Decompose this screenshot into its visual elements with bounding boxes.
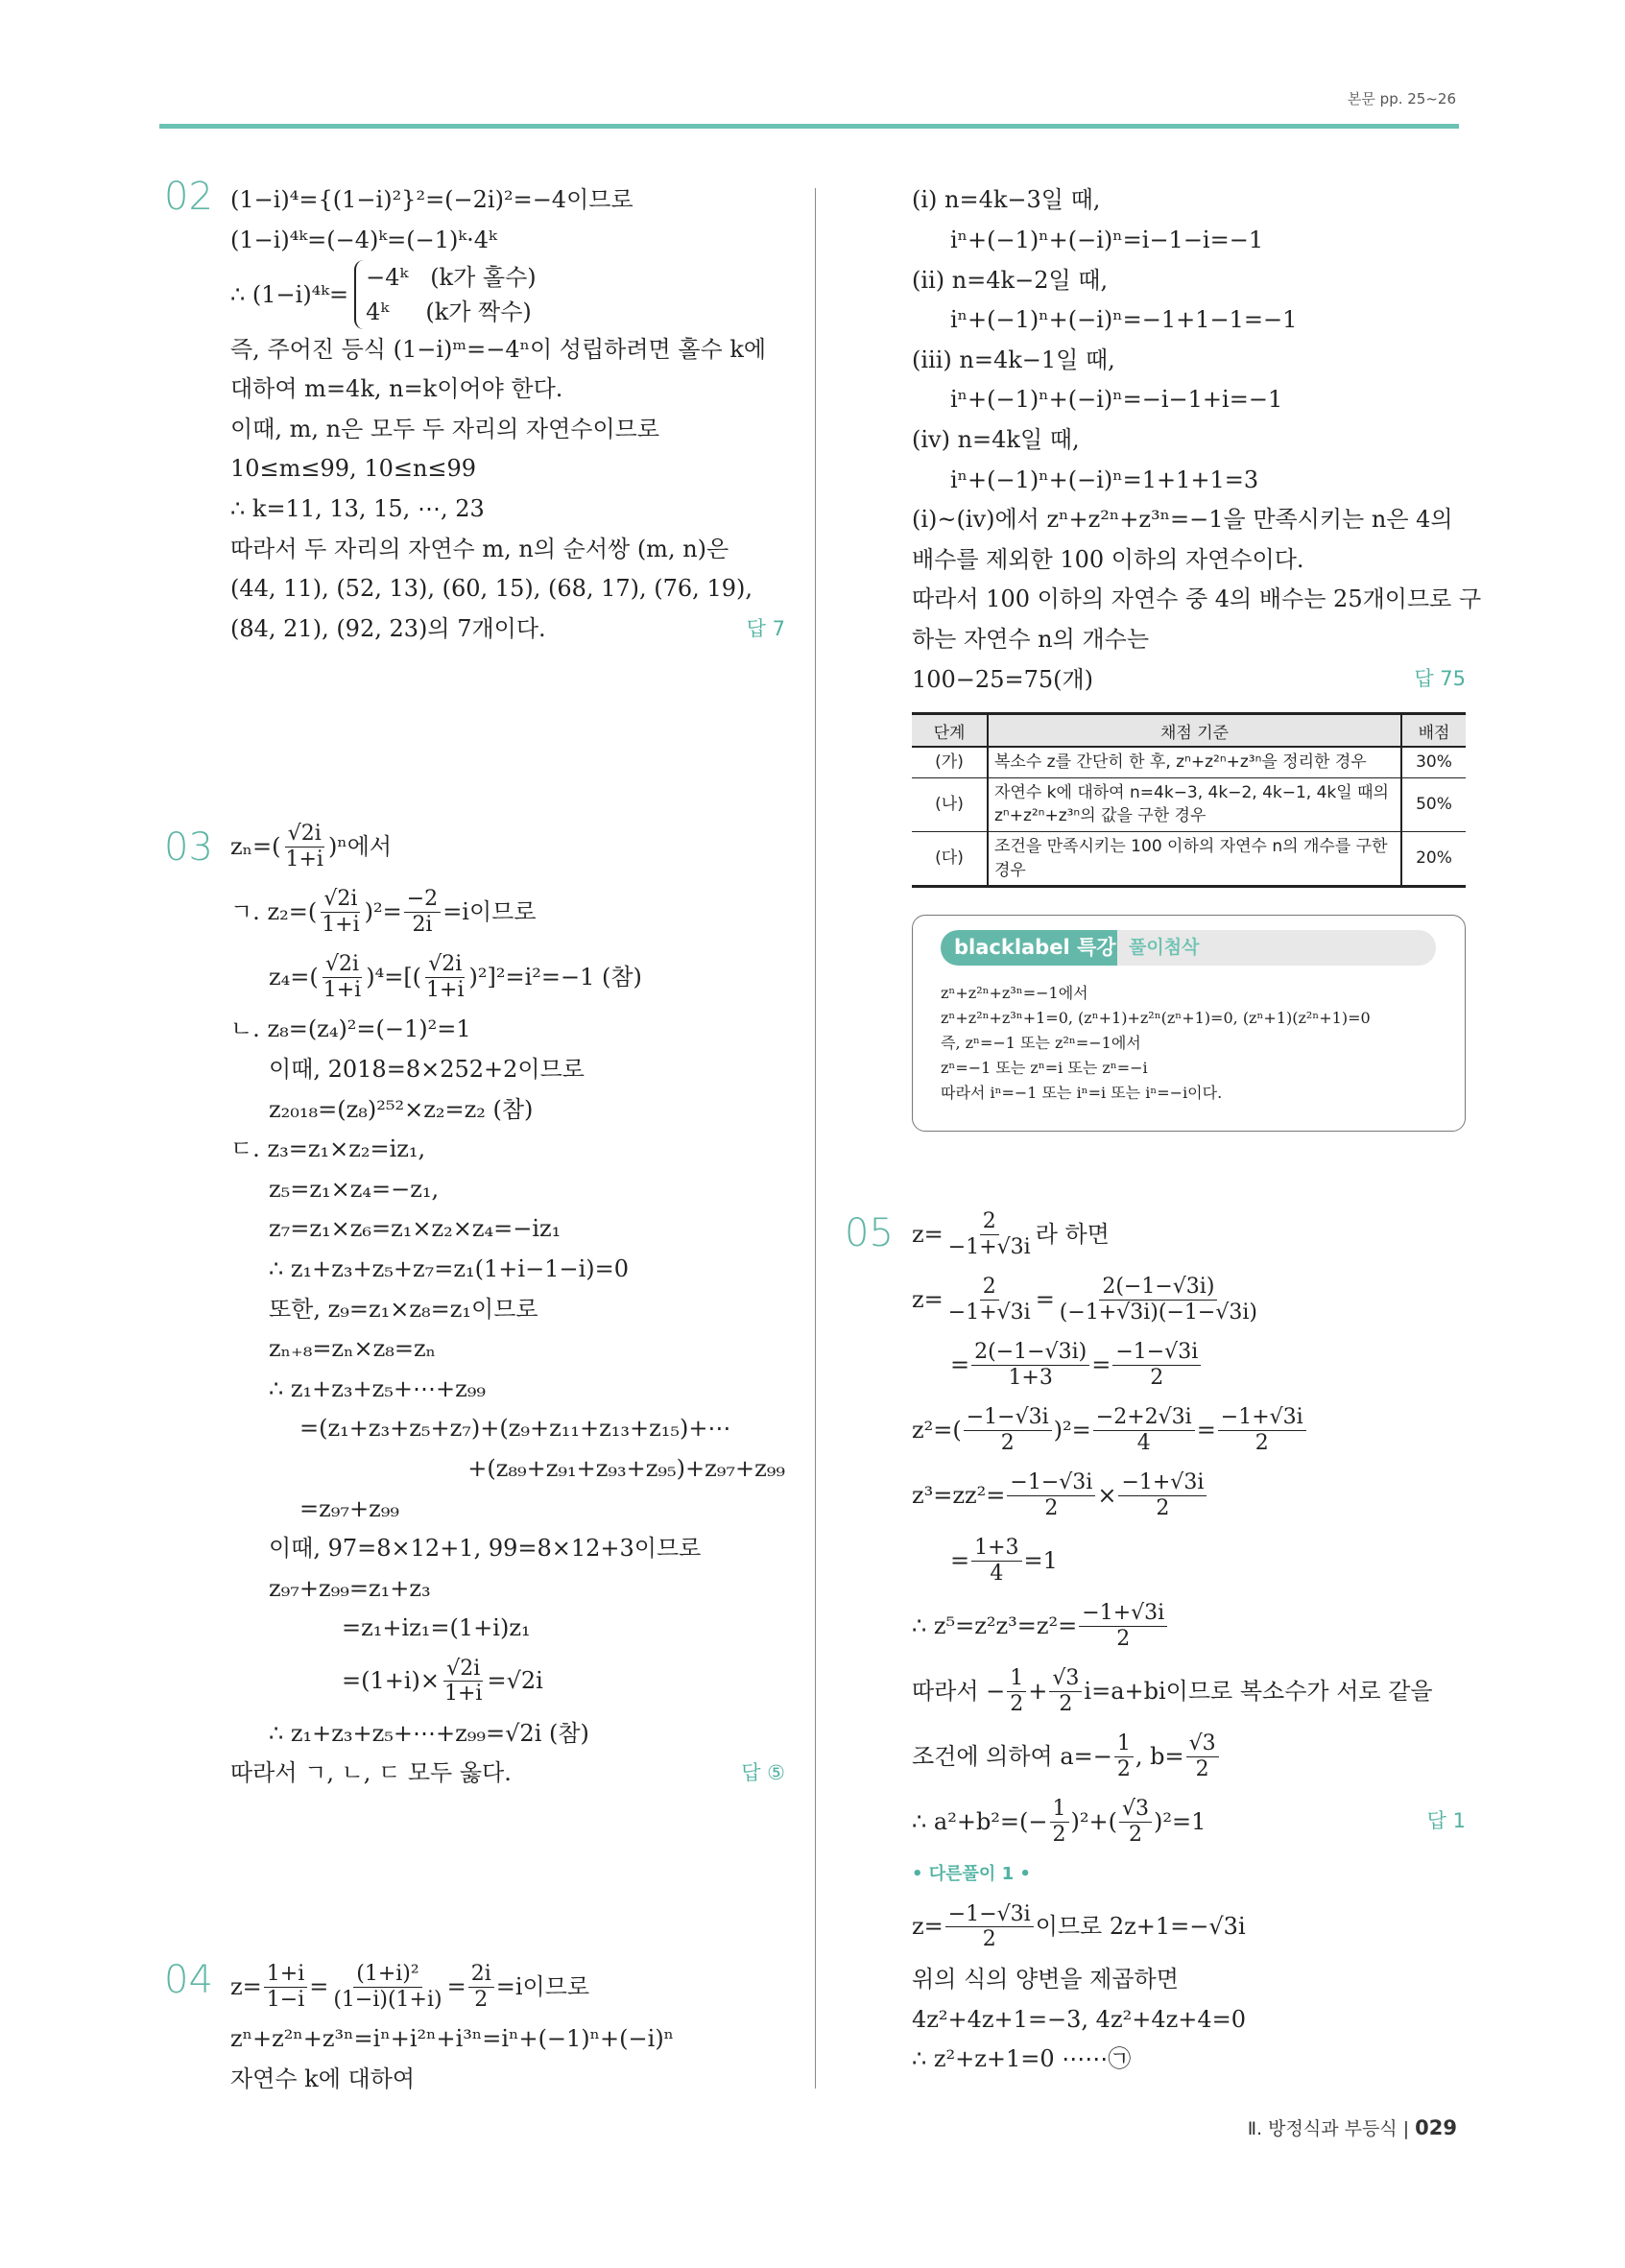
math-text: =z₁+iz₁=(1+i)z₁ [342, 1614, 531, 1642]
table-row [912, 831, 1466, 886]
numerator: √3 [1049, 1666, 1082, 1691]
fraction [442, 1657, 485, 1707]
fraction [468, 1962, 494, 2012]
math-text: 자연수 k에 대하여 [230, 2065, 416, 2092]
footer-separator: | [1402, 2118, 1410, 2139]
step: (다) [912, 831, 988, 886]
answer-label: 답 7 [746, 616, 785, 640]
math-line [912, 221, 1466, 261]
math-line [912, 1397, 1466, 1463]
math-line [230, 1954, 785, 2019]
math-line [230, 1649, 785, 1714]
math-line [230, 260, 785, 329]
math-line [912, 1895, 1466, 1960]
fraction [1118, 1470, 1207, 1520]
math-text: z₄=( [269, 963, 319, 991]
math-line [230, 814, 785, 879]
criterion: 조건을 만족시키는 100 이하의 자연수 n의 개수를 구한 경우 [988, 831, 1401, 886]
math-line [230, 1089, 785, 1130]
blacklabel-line: 따라서 iⁿ=−1 또는 iⁿ=i 또는 iⁿ=−i이다. [941, 1084, 1223, 1102]
math-line [912, 620, 1466, 660]
math-line [912, 1528, 1466, 1593]
math-text: 따라서 100 이하의 자연수 중 4의 배수는 25개이므로 구 [912, 585, 1482, 613]
math-text: (ⅳ) n=4k일 때, [912, 425, 1080, 453]
denominator: 2i [412, 912, 433, 937]
math-text: zⁿ+z²ⁿ+z³ⁿ=iⁿ+i²ⁿ+i³ⁿ=iⁿ+(−1)ⁿ+(−i)ⁿ [230, 2025, 675, 2053]
denominator: 2 [1156, 1495, 1170, 1520]
math-line [912, 460, 1466, 500]
column-divider [815, 188, 816, 2089]
alt-solution-label [912, 1854, 1466, 1895]
blacklabel-line: 즉, zⁿ=−1 또는 z²ⁿ=−1에서 [941, 1034, 1141, 1052]
math-line [912, 1202, 1466, 1267]
numerator: −1−√3i [945, 1902, 1034, 1927]
math-text: zₙ₊₈=zₙ×z₈=zₙ [269, 1335, 436, 1363]
denominator: 2 [982, 1927, 996, 1952]
denominator: 2 [1195, 1756, 1209, 1781]
numerator: √2i [321, 887, 360, 912]
math-text: z= [912, 1913, 944, 1941]
numerator: 1 [1050, 1797, 1069, 1822]
fraction [945, 1275, 1034, 1325]
math-text: )²+( [1070, 1807, 1117, 1835]
fraction [1186, 1731, 1219, 1781]
math-line [230, 2060, 785, 2100]
math-text: (84, 21), (92, 23)의 7개이다. [230, 614, 546, 642]
math-text: )ⁿ에서 [327, 832, 393, 860]
math-line [912, 180, 1466, 221]
numerator: 2(−1−√3i) [1099, 1275, 1217, 1300]
fraction [1093, 1405, 1195, 1455]
math-text: = [950, 1546, 970, 1574]
answer-label: 답 75 [1414, 667, 1466, 691]
math-text: (1−i)⁴={(1−i)²}²=(−2i)²=−4이므로 [230, 186, 633, 214]
solution-04 [230, 1954, 785, 2099]
math-line [230, 1529, 785, 1569]
denominator: 1−i [266, 1987, 305, 2012]
math-line [230, 409, 785, 449]
denominator: 4 [1136, 1430, 1151, 1455]
math-text: 배수를 제외한 100 이하의 자연수이다. [912, 545, 1304, 573]
math-text: ㄱ. z₂=( [230, 897, 318, 925]
denominator: (1−i)(1+i) [333, 1987, 442, 2012]
fraction [945, 1209, 1034, 1259]
piecewise-cases [354, 260, 536, 329]
numerator: √3 [1119, 1797, 1152, 1822]
answer-label: 답 1 [1426, 1809, 1466, 1833]
math-line [230, 1489, 785, 1529]
fraction [1112, 1340, 1201, 1390]
table-row [912, 747, 1466, 777]
math-text: zₙ=( [230, 832, 281, 860]
math-text: 4z²+4z+1=−3, 4z²+4z+4=0 [912, 2005, 1246, 2033]
numerator: −1+√3i [1218, 1405, 1306, 1430]
points: 30% [1401, 747, 1466, 777]
math-line [230, 1250, 785, 1290]
math-text: 조건에 의하여 a=− [912, 1742, 1112, 1770]
math-text: (1−i)⁴ᵏ=(−4)ᵏ=(−1)ᵏ·4ᵏ [230, 226, 497, 253]
numerator: 2i [468, 1962, 494, 1987]
math-line [230, 569, 785, 609]
math-line [230, 944, 785, 1010]
points: 50% [1401, 777, 1466, 831]
criterion: 자연수 k에 대하여 n=4k−3, 4k−2, 4k−1, 4k일 때의 zⁿ+z²ⁿ+z³ⁿ의 값을 구한 경우 [988, 777, 1401, 831]
math-line [912, 1659, 1466, 1724]
math-text: )⁴=[( [366, 963, 422, 991]
denominator: 1+i [444, 1682, 483, 1706]
fraction [1007, 1470, 1095, 1520]
math-text: iⁿ+(−1)ⁿ+(−i)ⁿ=−1+1−1=−1 [950, 306, 1298, 334]
numerator: √2i [425, 952, 465, 977]
fraction [971, 1340, 1089, 1390]
math-text: =√2i [487, 1667, 543, 1695]
math-text: (ⅰ) n=4k−3일 때, [912, 186, 1101, 214]
denominator: 2 [1010, 1691, 1024, 1716]
scoring-table [912, 712, 1466, 888]
math-text: 이때, 2018=8×252+2이므로 [269, 1055, 585, 1083]
denominator: 1+i [426, 977, 465, 1002]
solution-04-continued [912, 180, 1482, 700]
fraction [1007, 1666, 1026, 1716]
numerator: −1+√3i [1079, 1601, 1167, 1626]
table-row [912, 777, 1466, 831]
math-text: ㄷ. z₃=z₁×z₂=iz₁, [230, 1135, 426, 1163]
numerator: −1−√3i [964, 1405, 1052, 1430]
math-text: = [1091, 1350, 1111, 1378]
denominator: 4 [990, 1561, 1004, 1586]
denominator: 2 [1116, 1626, 1131, 1651]
denominator: 1+i [322, 912, 360, 937]
numerator: −1−√3i [1007, 1470, 1095, 1495]
math-line [230, 1449, 785, 1490]
solution-02 [230, 180, 785, 649]
math-text: z₉₇+z₉₉=z₁+z₃ [269, 1574, 431, 1602]
blacklabel-line: zⁿ=−1 또는 zⁿ=i 또는 zⁿ=−i [941, 1059, 1148, 1077]
denominator: 1+3 [1008, 1365, 1053, 1390]
math-text: 이때, m, n은 모두 두 자리의 자연수이므로 [230, 415, 660, 442]
denominator: 2 [1044, 1495, 1059, 1520]
math-text: 이므로 2z+1=−√3i [1035, 1913, 1246, 1941]
blacklabel-tag-bar [941, 930, 1436, 966]
denominator: 2 [1000, 1430, 1015, 1455]
numerator: 2 [980, 1209, 999, 1234]
numerator: √2i [443, 1657, 483, 1682]
chapter-title: Ⅱ. 방정식과 부등식 [1247, 2118, 1398, 2139]
math-text: z= [230, 1972, 262, 2000]
math-line [230, 1050, 785, 1090]
math-text: = [446, 1972, 466, 2000]
page-footer [1248, 2114, 1457, 2140]
denominator: 2 [1128, 1822, 1142, 1847]
numerator: 1 [1114, 1731, 1134, 1756]
math-text: =1 [1023, 1546, 1058, 1574]
math-text: z₇=z₁×z₆=z₁×z₂×z₄=−iz₁ [269, 1215, 562, 1243]
math-text: )²=1 [1154, 1807, 1207, 1835]
fraction [423, 952, 466, 1002]
math-text: (ⅰ)~(ⅳ)에서 zⁿ+z²ⁿ+z³ⁿ=−1을 만족시키는 n은 4의 [912, 506, 1453, 534]
math-line [912, 1960, 1466, 2000]
denominator: 2 [1150, 1365, 1164, 1390]
math-line [912, 420, 1466, 461]
math-text: 즉, 주어진 등식 (1−i)ᵐ=−4ⁿ이 성립하려면 홀수 k에 [230, 335, 767, 363]
math-text: z= [912, 1220, 944, 1248]
math-line [230, 449, 785, 489]
math-text: 따라서 − [912, 1677, 1006, 1705]
fraction [1049, 1666, 1082, 1716]
math-text: ∴ z⁵=z²z³=z²= [912, 1611, 1078, 1639]
math-line [230, 2019, 785, 2060]
fraction [1050, 1797, 1069, 1847]
math-line [912, 380, 1466, 420]
math-text: )²= [364, 897, 402, 925]
math-line [912, 2040, 1466, 2080]
math-line [230, 1369, 785, 1409]
blacklabel-line: zⁿ+z²ⁿ+z³ⁿ+1=0, (zⁿ+1)+z²ⁿ(zⁿ+1)=0, (zⁿ+1)(z²ⁿ+1)=0 [941, 1009, 1371, 1027]
math-text: × [1097, 1481, 1117, 1509]
solution-03 [230, 814, 785, 1794]
math-text: , b= [1135, 1742, 1184, 1770]
math-line [230, 1329, 785, 1370]
math-text: z²=( [912, 1416, 962, 1444]
math-text: iⁿ+(−1)ⁿ+(−i)ⁿ=i−1−i=−1 [950, 226, 1264, 253]
math-line [230, 1010, 785, 1050]
math-text: • 다른풀이 1 • [912, 1864, 1031, 1884]
math-text: 따라서 두 자리의 자연수 m, n의 순서쌍 (m, n)은 [230, 535, 729, 562]
math-line [912, 260, 1466, 300]
math-text: (44, 11), (52, 13), (60, 15), (68, 17), (76, 19), [230, 575, 753, 603]
numerator: −1−√3i [1112, 1340, 1201, 1365]
problem-number-03: 03 [164, 825, 213, 870]
fraction [945, 1902, 1034, 1952]
math-text: 또한, z₉=z₁×z₈=z₁이므로 [269, 1295, 538, 1323]
denominator: 2 [474, 1987, 489, 2012]
math-text: =(1+i)× [342, 1667, 440, 1695]
fraction [1057, 1275, 1260, 1325]
math-text: z= [912, 1285, 944, 1313]
denominator: 2 [1059, 1691, 1073, 1716]
blacklabel-tab: 풀이첨삭 [1129, 937, 1200, 958]
math-line [912, 340, 1466, 380]
numerator: −1+√3i [1118, 1470, 1207, 1495]
fraction [1079, 1601, 1167, 1651]
fraction [971, 1536, 1021, 1586]
math-line [230, 1609, 785, 1649]
problem-number-02: 02 [164, 175, 213, 219]
page-number: 029 [1415, 2116, 1457, 2139]
math-line [230, 370, 785, 410]
math-text: 라 하면 [1035, 1220, 1110, 1248]
math-text: 10≤m≤99, 10≤n≤99 [230, 455, 477, 483]
math-text: iⁿ+(−1)ⁿ+(−i)ⁿ=1+1+1=3 [950, 466, 1259, 493]
fraction [1218, 1405, 1306, 1455]
math-text: =i이므로 [495, 1972, 590, 2000]
math-line [230, 180, 785, 221]
numerator: 1 [1007, 1666, 1026, 1691]
math-text: ∴ z₁+z₃+z₅+⋯+z₉₉=√2i (참) [269, 1719, 589, 1747]
fraction [319, 887, 362, 937]
header-criterion: 채점 기준 [988, 714, 1401, 748]
math-line [230, 1754, 785, 1794]
math-line [230, 609, 785, 649]
math-text: z³=zz²= [912, 1481, 1006, 1509]
math-text: iⁿ+(−1)ⁿ+(−i)ⁿ=−i−1+i=−1 [950, 386, 1283, 414]
numerator: √2i [323, 952, 362, 977]
fraction [1119, 1797, 1152, 1847]
math-text: =(z₁+z₃+z₅+z₇)+(z₉+z₁₁+z₁₃+z₁₅)+⋯ [299, 1415, 731, 1443]
math-text: ㄴ. z₈=(z₄)²=(−1)²=1 [230, 1015, 471, 1043]
math-line [230, 879, 785, 944]
math-line [912, 659, 1466, 700]
math-line [912, 500, 1466, 540]
problem-number-04: 04 [164, 1958, 213, 2002]
numerator: 1+3 [971, 1536, 1021, 1561]
math-line [912, 1999, 1466, 2040]
math-line [912, 539, 1466, 580]
fraction [964, 1405, 1052, 1455]
math-text: z₅=z₁×z₄=−z₁, [269, 1175, 440, 1203]
fraction [321, 952, 364, 1002]
math-text: (ⅱ) n=4k−2일 때, [912, 266, 1109, 294]
math-line [912, 1593, 1466, 1659]
math-text: =i이므로 [442, 897, 537, 925]
math-line [912, 1724, 1466, 1789]
math-text: (ⅲ) n=4k−1일 때, [912, 346, 1115, 373]
denominator: 1+i [285, 847, 323, 871]
fraction [404, 887, 441, 937]
header-rule [159, 124, 1459, 129]
math-text: = [1035, 1285, 1055, 1313]
case-line: 4ᵏ (k가 짝수) [366, 298, 532, 326]
math-text: + [1028, 1677, 1048, 1705]
denominator: 1+i [323, 977, 362, 1002]
math-text: ∴ z₁+z₃+z₅+z₇=z₁(1+i−1−i)=0 [269, 1254, 629, 1282]
numerator: 2(−1−√3i) [971, 1340, 1089, 1365]
math-text: = [950, 1350, 970, 1378]
math-line [230, 1289, 785, 1329]
math-line [230, 221, 785, 261]
fraction [330, 1962, 444, 2012]
math-line [912, 1789, 1466, 1854]
denominator: −1+√3i [947, 1300, 1031, 1325]
math-text: )²= [1053, 1416, 1091, 1444]
math-line [230, 1568, 785, 1609]
math-text: 이때, 97=8×12+1, 99=8×12+3이므로 [269, 1535, 702, 1563]
problem-number-05: 05 [845, 1211, 894, 1255]
math-text: = [1196, 1416, 1216, 1444]
math-text: = [309, 1972, 329, 2000]
numerator: √3 [1186, 1731, 1219, 1756]
header-step: 단계 [912, 714, 988, 748]
denominator: 2 [1052, 1822, 1066, 1847]
numerator: 2 [980, 1275, 999, 1300]
header-points: 배점 [1401, 714, 1466, 748]
answer-label: 답 ⑤ [741, 1761, 785, 1785]
math-line [230, 1130, 785, 1170]
math-line [912, 580, 1482, 620]
page-reference: 본문 pp. 25~26 [1347, 90, 1456, 107]
blacklabel-line: zⁿ+z²ⁿ+z³ⁿ=−1에서 [941, 984, 1088, 1002]
math-line [230, 489, 785, 530]
case-line: −4ᵏ (k가 홀수) [366, 264, 537, 292]
math-text: 하는 자연수 n의 개수는 [912, 625, 1149, 653]
math-text: ∴ a²+b²=(− [912, 1807, 1048, 1835]
math-text: +(z₈₉+z₉₁+z₉₃+z₉₅)+z₉₇+z₉₉ [467, 1454, 785, 1482]
math-text: 대하여 m=4k, n=k이어야 한다. [230, 375, 563, 403]
math-text: z₂₀₁₈=(z₈)²⁵²×z₂=z₂ (참) [269, 1095, 534, 1123]
blacklabel-content [941, 981, 1371, 1106]
math-text: 따라서 ㄱ, ㄴ, ㄷ 모두 옳다. [230, 1759, 512, 1787]
fraction [264, 1962, 307, 2012]
points: 20% [1401, 831, 1466, 886]
math-text: ∴ (1−i)⁴ᵏ= [230, 280, 349, 308]
denominator: −1+√3i [947, 1234, 1031, 1259]
step: (가) [912, 747, 988, 777]
math-text: ∴ z₁+z₃+z₅+⋯+z₉₉ [269, 1374, 487, 1402]
math-text: =z₉₇+z₉₉ [299, 1494, 399, 1522]
criterion: 복소수 z를 간단히 한 후, zⁿ+z²ⁿ+z³ⁿ을 정리한 경우 [988, 747, 1401, 777]
numerator: −2+2√3i [1093, 1405, 1195, 1430]
solution-05 [912, 1202, 1466, 2079]
math-line [230, 1169, 785, 1209]
math-line [230, 529, 785, 569]
math-text: i=a+bi이므로 복소수가 서로 같을 [1084, 1677, 1433, 1705]
math-line [912, 1332, 1466, 1397]
math-line [230, 1714, 785, 1755]
denominator: (−1+√3i)(−1−√3i) [1059, 1300, 1257, 1325]
blacklabel-tag: blacklabel 특강 [941, 930, 1117, 966]
math-text: )²]²=i²=−1 (참) [468, 963, 642, 991]
blacklabel-box [912, 915, 1466, 1132]
math-line [912, 300, 1466, 341]
math-line [230, 1209, 785, 1250]
fraction [1114, 1731, 1134, 1781]
math-line [912, 1463, 1466, 1528]
fraction [283, 822, 326, 871]
denominator: 2 [1116, 1756, 1131, 1781]
numerator: −2 [404, 887, 441, 912]
math-text: ∴ z²+z+1=0 ⋯⋯㉠ [912, 2045, 1132, 2073]
math-line [230, 1409, 785, 1449]
denominator: 2 [1255, 1430, 1269, 1455]
math-line [912, 1267, 1466, 1332]
math-text: ∴ k=11, 13, 15, ⋯, 23 [230, 494, 485, 522]
math-text: 100−25=75(개) [912, 665, 1094, 693]
numerator: √2i [285, 822, 324, 847]
numerator: (1+i)² [353, 1962, 421, 1987]
math-line [230, 329, 785, 370]
step: (나) [912, 777, 988, 831]
math-text: 위의 식의 양변을 제곱하면 [912, 1965, 1179, 1993]
numerator: 1+i [264, 1962, 307, 1987]
